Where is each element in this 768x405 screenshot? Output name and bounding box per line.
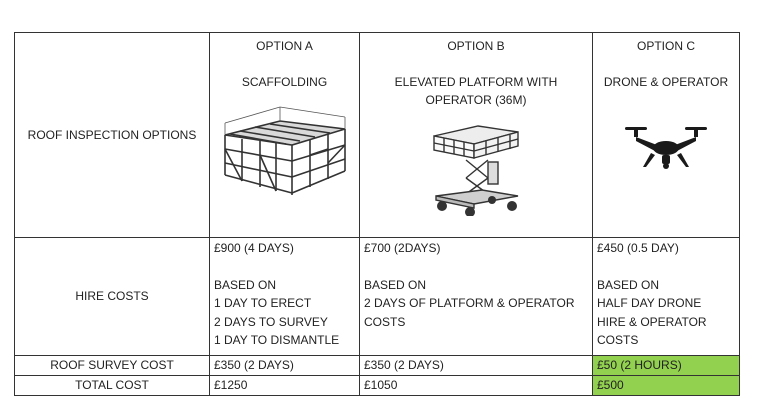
option-b-header xyxy=(360,33,593,238)
hire-note-c-3: HIRE & OPERATOR xyxy=(597,314,707,329)
hire-price-c: £450 (0.5 DAY) xyxy=(597,241,679,255)
hire-note-c-1: BASED ON xyxy=(597,277,660,292)
total-cost-row xyxy=(15,376,740,396)
option-c-label: OPTION C xyxy=(636,39,695,53)
row-label-hire: HIRE COSTS xyxy=(15,238,210,356)
row-label-survey: ROOF SURVEY COST xyxy=(15,356,210,376)
hire-cost-a xyxy=(210,238,360,356)
survey-cost-b: £350 (2 DAYS) xyxy=(360,356,593,376)
options-row xyxy=(15,33,740,238)
elevated-platform-icon xyxy=(426,116,526,216)
scaffolding-icon xyxy=(220,97,350,197)
option-a-header xyxy=(210,33,360,238)
total-cost-b: £1050 xyxy=(360,376,593,396)
hire-note-a-1: BASED ON xyxy=(214,277,277,292)
hire-note-a-4: 1 DAY TO DISMANTLE xyxy=(214,333,340,347)
roof-inspection-table xyxy=(14,32,740,396)
hire-costs-row xyxy=(15,238,740,356)
option-c-header xyxy=(593,33,740,238)
hire-note-a-2: 1 DAY TO ERECT xyxy=(214,296,312,310)
option-c-name: DRONE & OPERATOR xyxy=(603,74,729,89)
option-a-name: SCAFFOLDING xyxy=(241,74,328,89)
hire-cost-c xyxy=(593,238,740,356)
hire-price-b: £700 (2DAYS) xyxy=(364,241,441,255)
total-cost-a: £1250 xyxy=(210,376,360,396)
hire-cost-b xyxy=(360,238,593,356)
row-label-inspection: ROOF INSPECTION OPTIONS xyxy=(15,33,210,238)
row-label-total: TOTAL COST xyxy=(15,376,210,396)
option-b-name-line1: ELEVATED PLATFORM WITH xyxy=(394,74,558,89)
option-a-label: OPTION A xyxy=(256,39,313,53)
hire-note-b-1: BASED ON xyxy=(364,277,427,292)
hire-price-a: £900 (4 DAYS) xyxy=(214,241,294,255)
total-cost-c: £500 xyxy=(593,376,740,396)
drone-icon xyxy=(621,121,711,181)
survey-cost-a: £350 (2 DAYS) xyxy=(210,356,360,376)
option-b-label: OPTION B xyxy=(447,39,505,53)
survey-cost-c: £50 (2 HOURS) xyxy=(593,356,740,376)
hire-note-c-4: COSTS xyxy=(597,333,639,347)
hire-note-c-2: HALF DAY DRONE xyxy=(597,296,702,310)
hire-note-b-2: 2 DAYS OF PLATFORM & OPERATOR xyxy=(364,296,575,310)
hire-note-a-3: 2 DAYS TO SURVEY xyxy=(214,314,328,329)
hire-note-b-3: COSTS xyxy=(364,314,406,329)
survey-cost-row xyxy=(15,356,740,376)
option-b-name-line2: OPERATOR (36M) xyxy=(425,93,527,107)
